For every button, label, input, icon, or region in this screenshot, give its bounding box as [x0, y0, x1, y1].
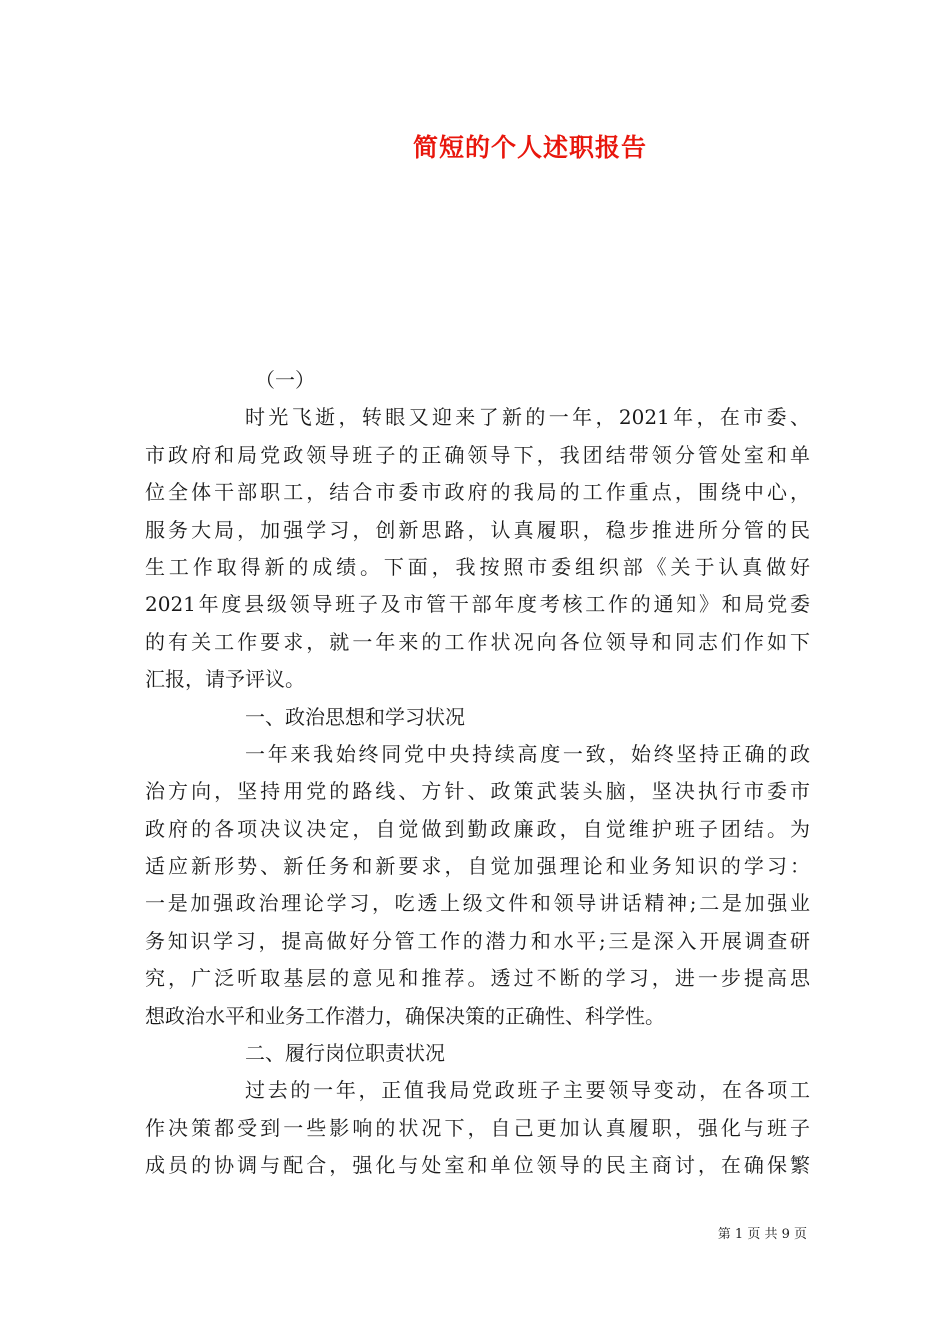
- text-line: 汇报，请予评议。: [145, 667, 305, 692]
- section-heading-2: 二、履行岗位职责状况: [245, 1041, 445, 1066]
- text-line: 服务大局，加强学习，创新思路，认真履职，稳步推进所分管的民: [145, 517, 810, 542]
- text-line: 想政治水平和业务工作潜力，确保决策的正确性、科学性。: [145, 1003, 665, 1028]
- text-line: 的有关工作要求，就一年来的工作状况向各位领导和同志们作如下: [145, 629, 810, 654]
- text-line: 过去的一年，正值我局党政班子主要领导变动，在各项工: [245, 1078, 810, 1103]
- section-marker: （一）: [255, 368, 315, 392]
- text-line: 时光飞逝，转眼又迎来了新的一年，2021年，在市委、: [245, 405, 810, 430]
- text-line: 治方向，坚持用党的路线、方针、政策武装头脑，坚决执行市委市: [145, 779, 810, 804]
- text-line: 成员的协调与配合，强化与处室和单位领导的民主商讨，在确保繁: [145, 1153, 810, 1178]
- section-heading-1: 一、政治思想和学习状况: [245, 704, 465, 729]
- text-line: 适应新形势、新任务和新要求，自觉加强理论和业务知识的学习：: [145, 854, 810, 879]
- text-line: 2021年度县级领导班子及市管干部年度考核工作的通知》和局党委: [145, 592, 810, 617]
- text-line: 究，广泛听取基层的意见和推荐。透过不断的学习，进一步提高思: [145, 966, 810, 991]
- text-line: 政府的各项决议决定，自觉做到勤政廉政，自觉维护班子团结。为: [145, 816, 810, 841]
- text-line: 务知识学习，提高做好分管工作的潜力和水平;三是深入开展调查研: [145, 928, 810, 953]
- text-line: 作决策都受到一些影响的状况下，自己更加认真履职，强化与班子: [145, 1115, 810, 1140]
- paragraph-3: [145, 1072, 810, 1184]
- text-line: 生工作取得新的成绩。下面，我按照市委组织部《关于认真做好: [145, 554, 810, 579]
- text-line: 一年来我始终同党中央持续高度一致，始终坚持正确的政: [245, 741, 810, 766]
- text-line: 位全体干部职工，结合市委市政府的我局的工作重点，围绕中心，: [145, 480, 810, 505]
- paragraph-2: [145, 736, 810, 1035]
- page-number: 第 1 页 共 9 页: [717, 1227, 807, 1242]
- page-title: 简短的个人述职报告: [412, 133, 647, 162]
- paragraph-1: [145, 399, 810, 698]
- document-body: [145, 362, 810, 1185]
- text-line: 市政府和局党政领导班子的正确领导下，我团结带领分管处室和单: [145, 442, 810, 467]
- text-line: 一是加强政治理论学习，吃透上级文件和领导讲话精神;二是加强业: [145, 891, 810, 916]
